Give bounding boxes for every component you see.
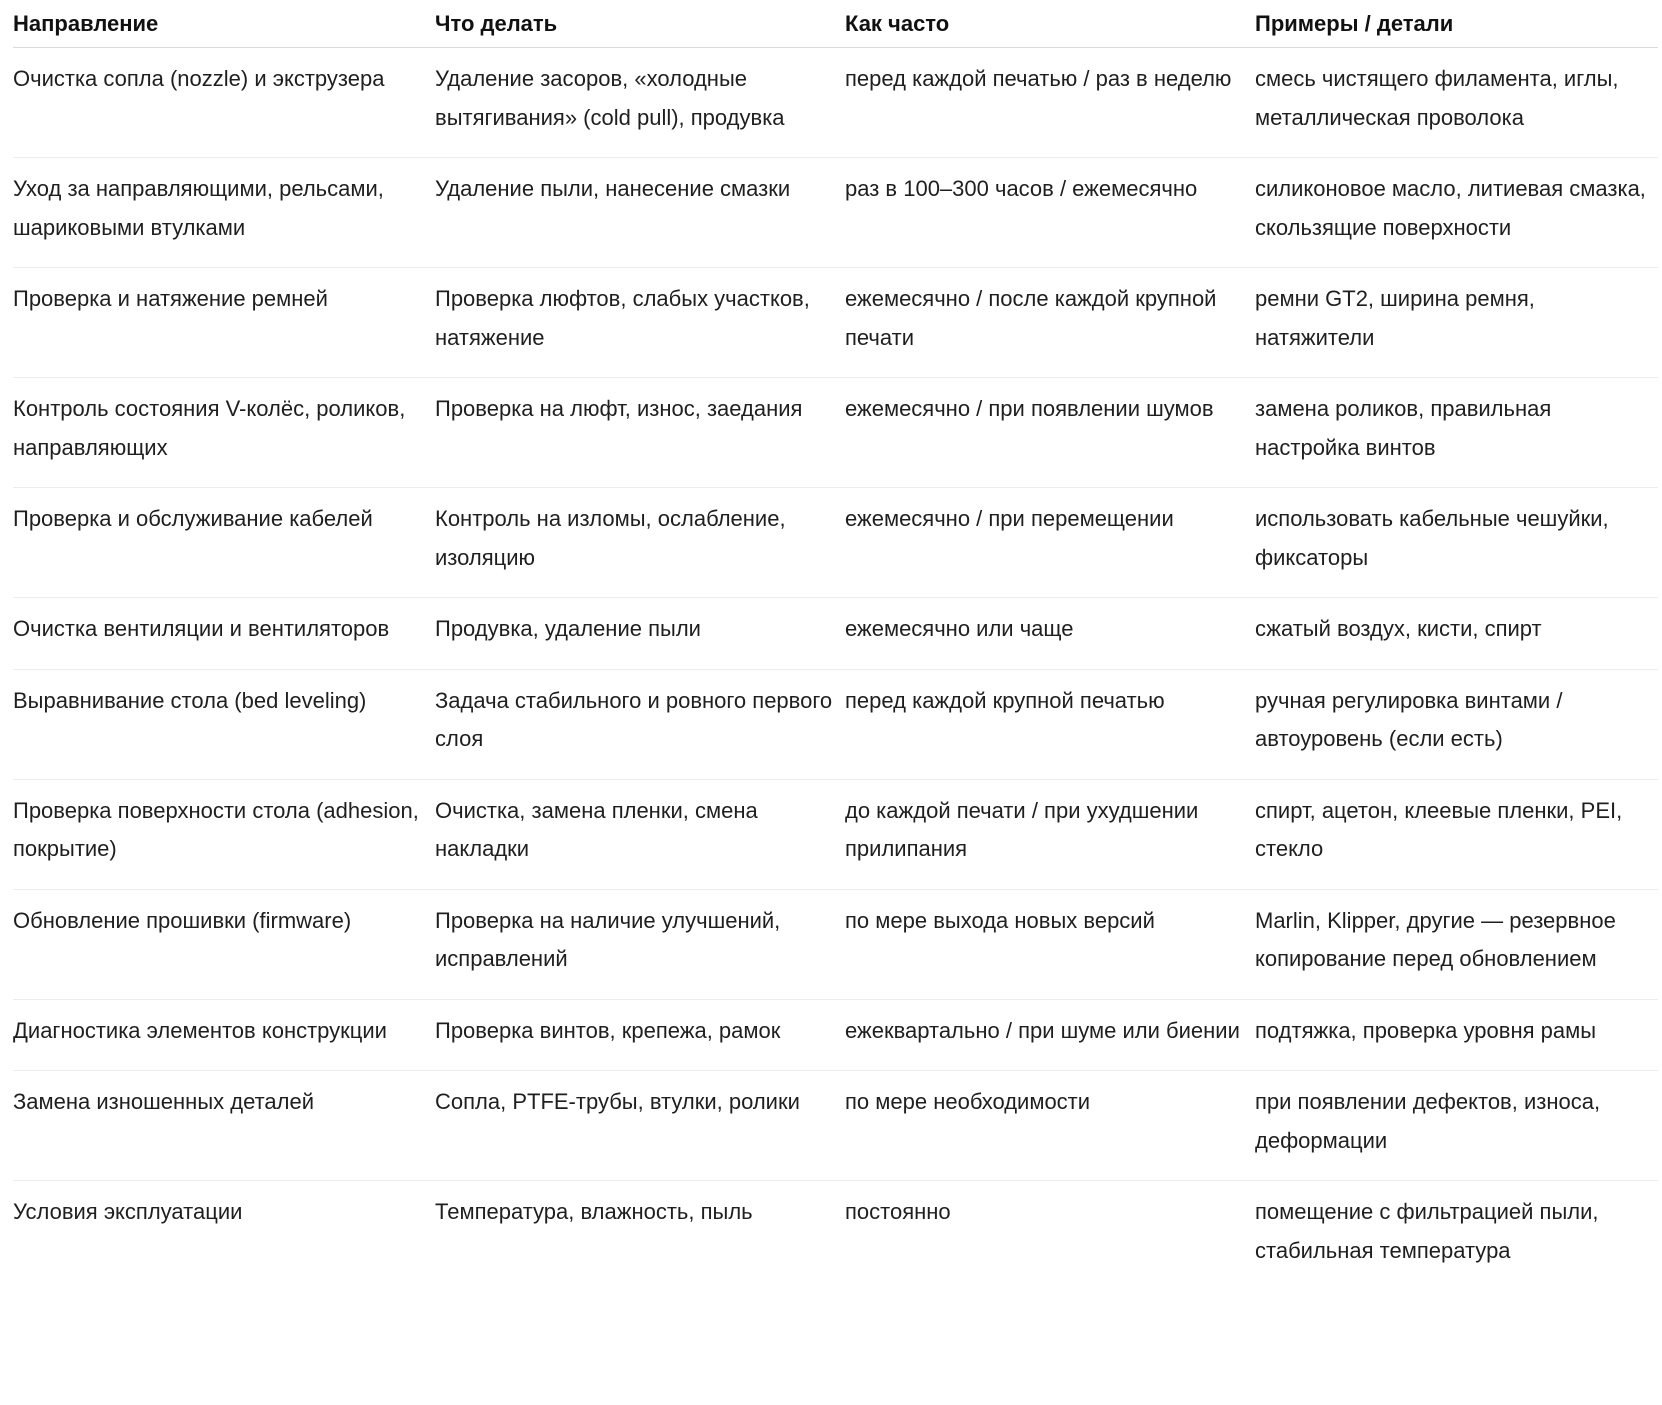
- cell-frequency: постоянно: [845, 1199, 951, 1224]
- cell-frequency: ежемесячно / после каждой крупной печати: [845, 268, 1255, 378]
- header-row: [13, 0, 1658, 48]
- cell-direction: Диагностика элементов конструкции: [13, 999, 435, 1071]
- table-row: [13, 268, 1658, 378]
- cell-action: Очистка, замена пленки, смена накладки: [435, 779, 845, 889]
- cell-action: Контроль на изломы, ослабление, изоляцию: [435, 488, 845, 598]
- cell-examples: смесь чистящего филамента, иглы, металлическая проволока: [1255, 48, 1658, 158]
- cell-examples: при появлении дефектов, износа, деформации: [1255, 1071, 1658, 1181]
- cell-examples: замена роликов, правильная настройка винтов: [1255, 378, 1658, 488]
- cell-direction: Проверка и натяжение ремней: [13, 268, 435, 378]
- cell-action: Проверка на наличие улучшений, исправлений: [435, 889, 845, 999]
- table-row: [13, 488, 1658, 598]
- cell-examples: силиконовое масло, литиевая смазка, скользящие поверхности: [1255, 158, 1658, 268]
- cell-action: Проверка винтов, крепежа, рамок: [435, 999, 845, 1071]
- cell-action: Продувка, удаление пыли: [435, 598, 845, 670]
- cell-direction: Замена изношенных деталей: [13, 1071, 435, 1181]
- cell-action: Задача стабильного и ровного первого слоя: [435, 669, 845, 779]
- table-row: [13, 999, 1658, 1071]
- table-row: [13, 158, 1658, 268]
- cell-frequency: по мере выхода новых версий: [845, 889, 1255, 999]
- cell-examples: помещение с фильтрацией пыли, стабильная температура: [1255, 1199, 1599, 1263]
- cell-examples: подтяжка, проверка уровня рамы: [1255, 999, 1658, 1071]
- maintenance-table-container: [13, 0, 1658, 1290]
- table-row: [13, 779, 1658, 889]
- cell-frequency: перед каждой печатью / раз в неделю: [845, 48, 1255, 158]
- table-row: [13, 598, 1658, 670]
- column-header-frequency: Как часто: [845, 0, 1255, 48]
- column-header-action: Что делать: [435, 0, 845, 48]
- table-row: [13, 669, 1658, 779]
- cell-examples: сжатый воздух, кисти, спирт: [1255, 598, 1658, 670]
- cell-frequency: по мере необходимости: [845, 1071, 1255, 1181]
- cell-action: Проверка на люфт, износ, заедания: [435, 378, 845, 488]
- column-header-examples: Примеры / детали: [1255, 0, 1658, 48]
- cell-action: Проверка люфтов, слабых участков, натяжение: [435, 268, 845, 378]
- cell-direction: Очистка сопла (nozzle) и экструзера: [13, 48, 435, 158]
- table-row: [13, 378, 1658, 488]
- cell-frequency: перед каждой крупной печатью: [845, 669, 1255, 779]
- cell-examples: спирт, ацетон, клеевые пленки, PEI, стекло: [1255, 779, 1658, 889]
- table-row: [13, 48, 1658, 158]
- maintenance-table: [13, 0, 1658, 1290]
- cell-direction: Выравнивание стола (bed leveling): [13, 669, 435, 779]
- cell-frequency: до каждой печати / при ухудшении прилипания: [845, 779, 1255, 889]
- cell-direction: Проверка поверхности стола (adhesion, покрытие): [13, 779, 435, 889]
- cell-direction: Очистка вентиляции и вентиляторов: [13, 598, 435, 670]
- cell-examples: Marlin, Klipper, другие — резервное копирование перед обновлением: [1255, 889, 1658, 999]
- cell-frequency: ежеквартально / при шуме или биении: [845, 999, 1255, 1071]
- cell-examples: ручная регулировка винтами / автоуровень (если есть): [1255, 669, 1658, 779]
- table-row: [13, 889, 1658, 999]
- cell-frequency: раз в 100–300 часов / ежемесячно: [845, 158, 1255, 268]
- cell-frequency: ежемесячно или чаще: [845, 598, 1255, 670]
- cell-direction: Проверка и обслуживание кабелей: [13, 488, 435, 598]
- table-body: [13, 48, 1658, 1291]
- cell-direction: Условия эксплуатации: [13, 1199, 243, 1224]
- cell-direction: Уход за направляющими, рельсами, шариковыми втулками: [13, 158, 435, 268]
- cell-direction: Контроль состояния V-колёс, роликов, направляющих: [13, 378, 435, 488]
- cell-direction: Обновление прошивки (firmware): [13, 889, 435, 999]
- cell-frequency: ежемесячно / при появлении шумов: [845, 378, 1255, 488]
- cell-action: Удаление засоров, «холодные вытягивания» (cold pull), продувка: [435, 48, 845, 158]
- table-row: [13, 1181, 1658, 1291]
- cell-examples: ремни GT2, ширина ремня, натяжители: [1255, 268, 1658, 378]
- cell-action: Температура, влажность, пыль: [435, 1199, 753, 1224]
- table-header: [13, 0, 1658, 48]
- table-row: [13, 1071, 1658, 1181]
- column-header-direction: Направление: [13, 0, 435, 48]
- cell-examples: использовать кабельные чешуйки, фиксаторы: [1255, 488, 1658, 598]
- cell-action: Сопла, PTFE-трубы, втулки, ролики: [435, 1071, 845, 1181]
- cell-action: Удаление пыли, нанесение смазки: [435, 158, 845, 268]
- cell-frequency: ежемесячно / при перемещении: [845, 488, 1255, 598]
